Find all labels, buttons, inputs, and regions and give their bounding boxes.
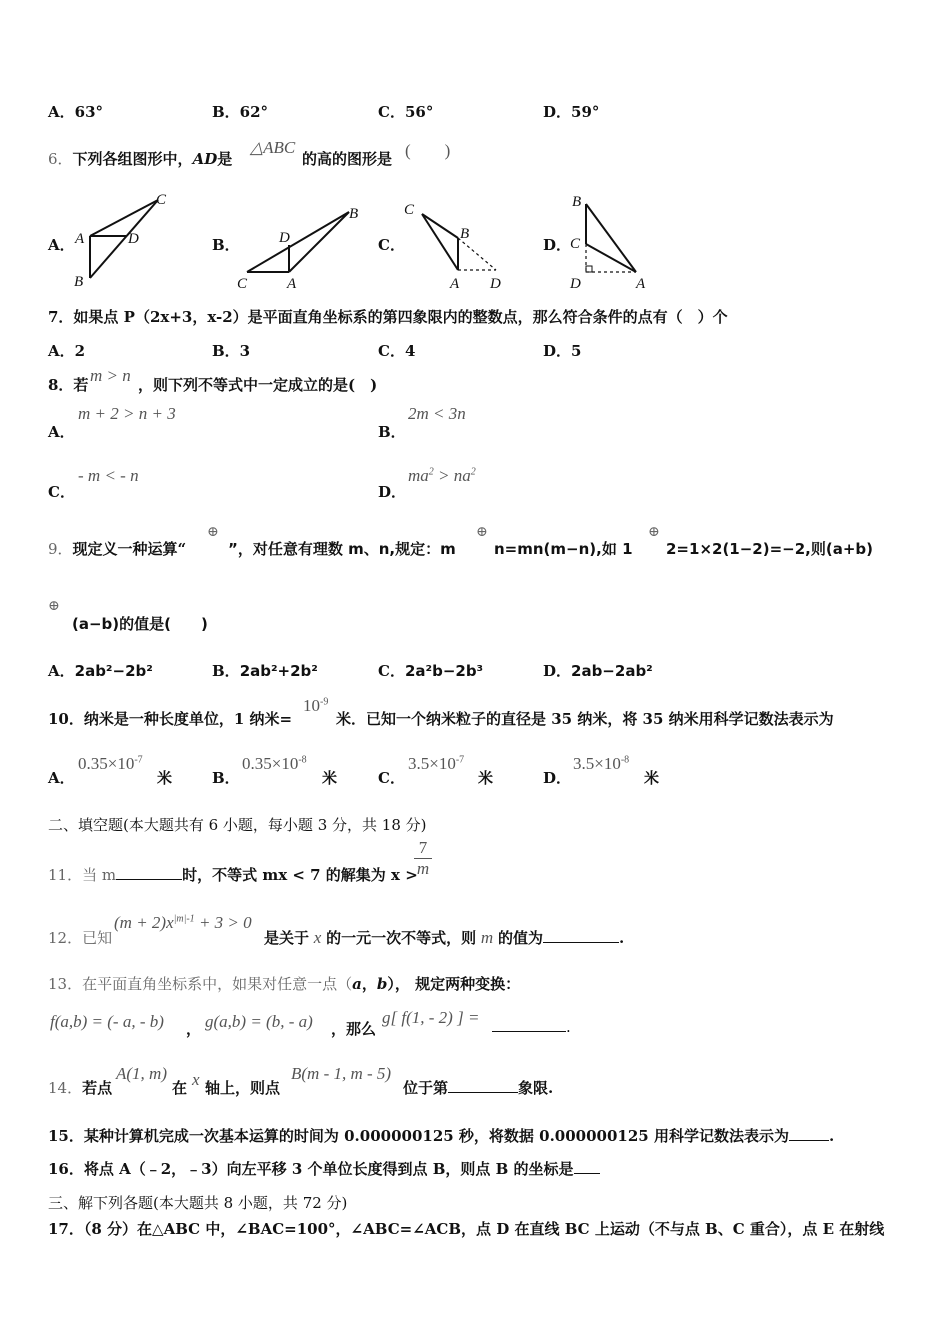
section-3-heading: 三、解下列各题(本大题共 8 小题，共 72 分): [48, 1194, 348, 1212]
q6-figure-c: [400, 196, 510, 292]
q8-stem-post: ，则下列不等式中一定成立的是( ): [138, 376, 378, 394]
q6-figure-a: [70, 188, 180, 292]
q6-option-c: C．: [378, 236, 405, 254]
q7-option-a: A．2: [48, 342, 86, 360]
fig-d-label-b: B: [572, 194, 582, 210]
q11-answer-blank[interactable]: [116, 878, 182, 880]
q9-stem-line1: 9．现定义一种运算“: [48, 540, 187, 558]
q14-point-b: B(m - 1, m - 5): [291, 1064, 392, 1083]
q10-option-c-label: C．: [378, 769, 405, 787]
q12-stem-pre: 12．已知: [48, 929, 113, 947]
fig-b-label-d: D: [279, 230, 290, 246]
q10-option-c-expr: $3.5\times 10^{-7}$: [408, 754, 465, 773]
q10-option-a-label: A．: [48, 769, 75, 787]
fig-c-label-a: A: [450, 276, 460, 292]
fig-b-label-b: B: [349, 206, 359, 222]
q6-triangle-abc: △ABC: [250, 138, 296, 157]
q12-inequality: $(m + 2)x^{|m|-1} + 3 > 0$: [114, 913, 252, 932]
q14-stem-on: 在: [172, 1079, 188, 1097]
q17-stem: 17．（8 分）在△ABC 中，∠BAC=100°，∠ABC=∠ACB，点 D 在直线 BC 上运动（不与点 B、C 重合），点 E 在射线: [48, 1220, 885, 1238]
q16-answer-blank[interactable]: [574, 1172, 600, 1174]
fig-d-label-a: A: [636, 276, 646, 292]
q8-option-b-label: B．: [378, 423, 406, 441]
fig-c-label-d: D: [490, 276, 501, 292]
q5-option-a: A．63°: [48, 103, 104, 121]
q8-option-d-expr: $ma^2 > na^2$: [408, 466, 476, 485]
q9-stem-question: 2=1×2(1−2)=−2,则(a+b): [666, 540, 874, 558]
q10-option-b-label: B．: [212, 769, 240, 787]
q6-option-b: B．: [212, 236, 240, 254]
q8-option-a-expr: m + 2 > n + 3: [78, 404, 176, 423]
q9-stem-line2: (a−b)的值是( ): [72, 615, 208, 633]
q13-answer: .: [492, 1018, 571, 1036]
q8-option-a-label: A．: [48, 423, 75, 441]
q5-option-c: C．56°: [378, 103, 434, 121]
q10-option-b-unit: 米: [322, 769, 338, 787]
q10-stem-pre: 10．纳米是一种长度单位，1 纳米=: [48, 710, 293, 728]
q10-option-c-unit: 米: [478, 769, 494, 787]
q9-stem-rule: ”，对任意有理数 m、n,规定：m: [228, 540, 456, 558]
q14-stem-pre: 14．若点: [48, 1079, 113, 1097]
q9-option-d: D．2ab−2ab²: [543, 662, 653, 680]
q9-oplus-symbol-1: ⊕: [207, 524, 219, 540]
q9-option-b: B．2ab²+2b²: [212, 662, 318, 680]
q12-answer-blank[interactable]: [543, 941, 619, 943]
q6-option-a: A．: [48, 236, 75, 254]
fig-a-label-d: D: [128, 231, 139, 247]
q9-oplus-symbol-4: ⊕: [48, 598, 60, 614]
q10-stem-post: 米．已知一个纳米粒子的直径是 35 纳米，将 35 纳米用科学记数法表示为: [336, 710, 834, 728]
q14-stem-mid: 轴上，则点: [205, 1079, 281, 1097]
q8-stem-pre: 8．若: [48, 376, 89, 394]
q6-stem: 6．下列各组图形中，AD是: [48, 150, 233, 168]
fig-a-label-c: C: [156, 192, 167, 208]
q5-option-b: B．62°: [212, 103, 269, 121]
fig-d-label-c: C: [570, 236, 581, 252]
q10-option-d-unit: 米: [644, 769, 660, 787]
q13-composite: g[ f(1, - 2) ] =: [382, 1008, 480, 1027]
q14-point-a: A(1, m): [116, 1064, 167, 1083]
q9-option-c: C．2a²b−2b³: [378, 662, 484, 680]
q10-power: $10^{-9}$: [303, 696, 329, 715]
q6-answer-paren: ( ): [405, 141, 451, 160]
q6-figure-b: [235, 200, 365, 292]
q14-answer-blank[interactable]: [448, 1091, 518, 1093]
q13-stem-then: ，那么: [331, 1020, 377, 1038]
fig-b-label-c: C: [237, 276, 248, 292]
q8-condition: m > n: [90, 366, 131, 385]
q8-option-d-label: D．: [378, 483, 407, 501]
fig-c-label-c: C: [404, 202, 415, 218]
q8-option-b-expr: 2m < 3n: [408, 404, 466, 423]
q10-option-a-expr: $0.35\times 10^{-7}$: [78, 754, 143, 773]
q9-oplus-symbol-2: ⊕: [476, 524, 488, 540]
q11-fraction: 7 m: [414, 838, 432, 879]
q11-stem: 11．当 m 时，不等式 mx < 7 的解集为 x >: [48, 866, 418, 884]
q10-option-b-expr: $0.35\times 10^{-8}$: [242, 754, 307, 773]
q8-option-c-expr: - m < - n: [78, 466, 139, 485]
q13-separator: ，: [186, 1020, 202, 1038]
q8-option-c-label: C．: [48, 483, 75, 501]
fig-a-label-a: A: [75, 231, 85, 247]
q10-option-a-unit: 米: [157, 769, 173, 787]
fig-b-label-a: A: [287, 276, 297, 292]
q13-stem: 13．在平面直角坐标系中，如果对任意一点（a，b）， 规定两种变换：: [48, 975, 521, 993]
section-2-heading: 二、填空题(本大题共有 6 小题，每小题 3 分，共 18 分): [48, 816, 427, 834]
q13-answer-blank[interactable]: [492, 1030, 566, 1032]
q15-stem: 15．某种计算机完成一次基本运算的时间为 0.000000125 秒，将数据 0.000000125 用科学记数法表示为 .: [48, 1127, 835, 1145]
q13-transform-f: f(a,b) = (- a, - b): [50, 1012, 164, 1031]
q5-option-d: D．59°: [543, 103, 600, 121]
q10-option-d-label: D．: [543, 769, 572, 787]
q7-stem: 7．如果点 P（2x+3，x-2）是平面直角坐标系的第四象限内的整数点，那么符合条件的点有（ ）个: [48, 308, 728, 326]
q14-x-axis: x: [192, 1070, 200, 1089]
q6-number: 6．: [48, 150, 73, 168]
q9-option-a: A．2ab²−2b²: [48, 662, 153, 680]
q6-figure-d: [568, 190, 658, 292]
q12-stem-mid: 是关于 x 的一元一次不等式，则 m 的值为 .: [264, 928, 625, 947]
fig-d-label-d: D: [570, 276, 581, 292]
fig-c-label-b: B: [460, 226, 470, 242]
q16-stem: 16．将点 A（﹣2，﹣3）向左平移 3 个单位长度得到点 B，则点 B 的坐标是: [48, 1158, 600, 1179]
q9-stem-example: n=mn(m−n),如 1: [494, 540, 633, 558]
q7-option-d: D．5: [543, 342, 582, 360]
q6-stem-tail: 的高的图形是: [302, 150, 393, 168]
fig-a-label-b: B: [74, 274, 84, 290]
q15-answer-blank[interactable]: [789, 1139, 829, 1141]
q7-option-b: B．3: [212, 342, 251, 360]
q13-transform-g: g(a,b) = (b, - a): [205, 1012, 313, 1031]
q10-option-d-expr: $3.5\times 10^{-8}$: [573, 754, 630, 773]
q14-stem-post: 位于第 象限.: [403, 1079, 554, 1097]
q6-option-d: D．: [543, 236, 572, 254]
q7-option-c: C．4: [378, 342, 416, 360]
q9-oplus-symbol-3: ⊕: [648, 524, 660, 540]
